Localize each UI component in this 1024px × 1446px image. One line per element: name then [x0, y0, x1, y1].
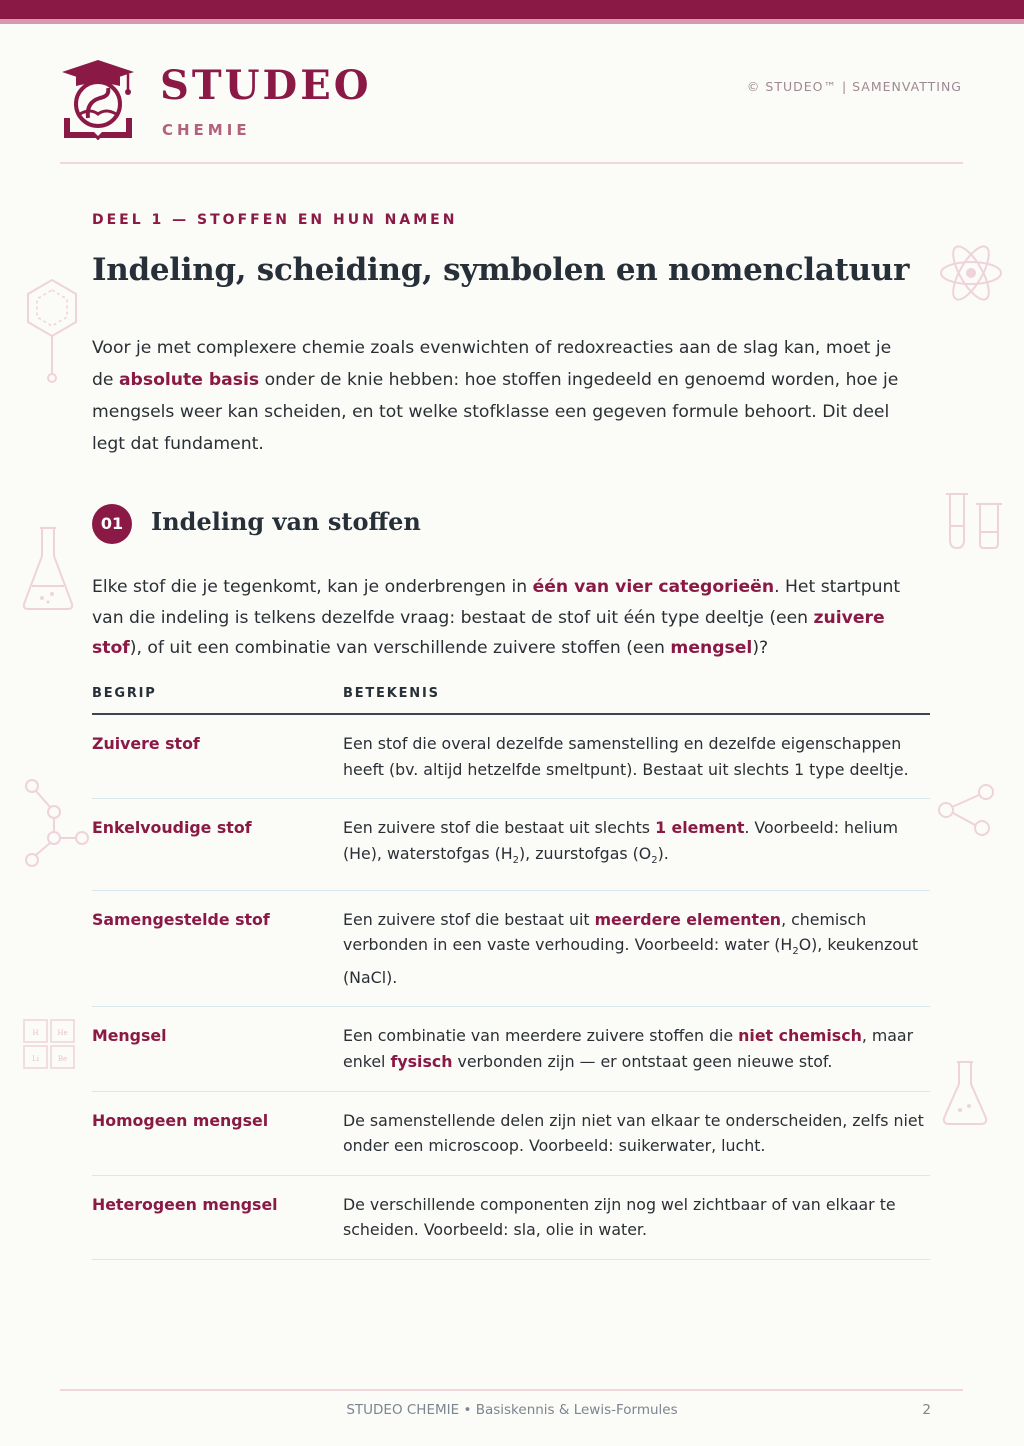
brand-name: STUDEO [160, 62, 372, 109]
molecule-chain-icon [22, 776, 92, 868]
table-row [92, 714, 930, 799]
definitions-table [92, 686, 930, 1260]
highlight-absolute-basis: absolute basis [118, 370, 260, 390]
term-cell: Mengsel [92, 1007, 343, 1091]
header-divider [60, 162, 963, 164]
footer-text: STUDEO CHEMIE • Basiskennis & Lewis-Formules [346, 1402, 678, 1418]
atom-icon [938, 240, 1004, 306]
tile-h: H [32, 1029, 39, 1037]
section-intro-paragraph: Elke stof die je tegenkomt, kan je onderbrengen in één van vier categorieën. Het startpunt van die indeling is telkens dezelfde vraag: bestaat de stof uit één type deeltje (een zuivere stof), of uit een combinatie van verschillende zuivere stoffen (een mengsel)? [92, 577, 901, 658]
share-network-icon [936, 782, 998, 840]
section-kicker: DEEL 1 — STOFFEN EN HUN NAMEN [92, 212, 458, 228]
table-row [92, 890, 930, 1007]
tile-li: Li [32, 1055, 39, 1063]
term-cell: Samengestelde stof [92, 890, 343, 1007]
intro-paragraph: Voor je met complexere chemie zoals evenwichten of redoxreacties aan de slag kan, moet je de absolute basis onder de knie hebben: hoe stoffen ingedeeld en genoemd worden, hoe je mengsels weer kan scheiden, en tot welke stofklasse een gegeven formule behoort. Dit deel legt dat fundament. [92, 338, 899, 454]
studeo-logo-icon [60, 58, 136, 144]
highlight-zuivere-stof: zuivere stof [92, 607, 885, 658]
highlight-mengsel: mengsel [670, 638, 753, 658]
meaning-cell: Een zuivere stof die bestaat uit meerdere elementen, chemisch verbonden in een vaste verhouding. Voorbeeld: water $(H_2O)$, keukenzout (NaCl). [343, 890, 930, 1007]
footer-divider [60, 1389, 963, 1391]
hexagon-molecule-icon [24, 276, 80, 384]
meaning-cell: Een zuivere stof die bestaat uit slechts 1 element. Voorbeeld: helium (He), waterstofgas $(H_2)$, zuurstofgas $(O_2)$. [343, 799, 930, 890]
page-title: Indeling, scheiding, symbolen en nomenclatuur [92, 252, 910, 288]
meaning-cell: Een stof die overal dezelfde samenstelling en dezelfde eigenschappen heeft (bv. altijd hetzelfde smeltpunt). Bestaat uit slechts 1 type deeltje. [343, 714, 930, 799]
tile-be: Be [57, 1055, 68, 1063]
brand-subtitle: CHEMIE [162, 121, 251, 139]
term-cell: Enkelvoudige stof [92, 799, 343, 890]
top-accent-bar [0, 0, 1024, 19]
term-cell: Homogeen mengsel [92, 1091, 343, 1175]
meaning-cell: De samenstellende delen zijn niet van elkaar te onderscheiden, zelfs niet onder een microscoop. Voorbeeld: suikerwater, lucht. [343, 1091, 930, 1175]
section-title: Indeling van stoffen [151, 507, 421, 536]
tile-he: He [57, 1029, 68, 1037]
meaning-cell: Een combinatie van meerdere zuivere stoffen die niet chemisch, maar enkel fysisch verbonden zijn — er ontstaat geen nieuwe stof. [343, 1007, 930, 1091]
erlenmeyer-flask-icon [20, 524, 76, 612]
round-flask-icon [940, 1058, 990, 1128]
table-row [92, 1175, 930, 1259]
page-number: 2 [922, 1402, 931, 1418]
table-row [92, 1007, 930, 1091]
section-number-badge: 01 [92, 504, 132, 544]
column-header-begrip: BEGRIP [92, 686, 343, 714]
top-accent-stripe [0, 19, 1024, 24]
highlight-categories: één van vier categorieën [532, 577, 775, 597]
term-cell: Heterogeen mengsel [92, 1175, 343, 1259]
periodic-table-icon [22, 1018, 76, 1070]
table-row [92, 799, 930, 890]
table-row [92, 1091, 930, 1175]
meaning-cell: De verschillende componenten zijn nog wel zichtbaar of van elkaar te scheiden. Voorbeeld: sla, olie in water. [343, 1175, 930, 1259]
test-tubes-icon [940, 490, 1006, 552]
copyright-label: © STUDEO™ | SAMENVATTING [746, 79, 962, 94]
table-header-row [92, 686, 930, 714]
term-cell: Zuivere stof [92, 714, 343, 799]
column-header-betekenis: BETEKENIS [343, 686, 930, 714]
